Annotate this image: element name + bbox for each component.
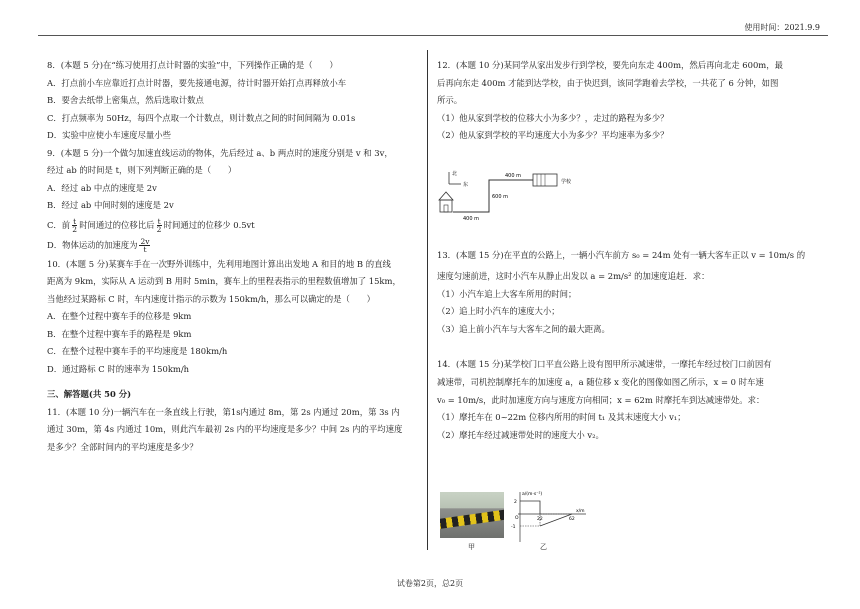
q8-option-c: C．打点频率为 50Hz，每四个点取一个计数点，则计数点之间的时间间隔为 0.01s	[47, 112, 356, 123]
q12-sub2: （2）他从家到学校的平均速度大小为多少？平均速率为多少？	[437, 130, 669, 141]
q8-stem: 8．(本题 5 分)在“练习使用打点计时器的实验”中，下列操作正确的是（ ）	[47, 60, 338, 70]
q12-line2: 后再向东走 400m 才能到达学校，由于快迟到，该同学跑着去学校，一共花了 6 分钟，如图	[437, 77, 779, 88]
q10-option-d: D．通过路标 C 时的速率为 150km/h	[47, 363, 190, 374]
q9-stem-line2: 经过 ab 的时间是 t，则下列判断正确的是（ ）	[47, 165, 237, 176]
q10-option-b: B．在整个过程中赛车手的路程是 9km	[47, 328, 192, 339]
q13-line2: 速度匀速前进，这时小汽车从静止出发以 a = 2m/s² 的加速度追赶．求：	[437, 271, 710, 282]
accel-segment-2	[540, 514, 572, 526]
usage-date: 使用时间：2021.9.9	[744, 23, 820, 32]
q12-line1: 12．(本题 10 分)某同学从家出发步行到学校，要先向东走 400m，然后再向北走 600m，最	[437, 60, 783, 70]
origin-label: O	[515, 516, 519, 521]
segment-400-east-2: 400 m	[505, 173, 522, 179]
q10-line2: 距离为 9km，实际从 A 运动到 B 用时 5min，赛车上的里程表指示的里程数值增加了 15km，	[47, 276, 401, 287]
q9-option-d	[47, 238, 417, 254]
q9-option-a: A．经过 ab 中点的速度是 2v	[47, 182, 157, 193]
speed-bump-stripes	[440, 508, 504, 529]
right-column-lower	[437, 250, 822, 447]
q9-c-prefix: C．前	[47, 220, 71, 231]
q10-option-a: A．在整个过程中赛车手的位移是 9km	[47, 311, 192, 322]
speed-bump-photo	[440, 492, 504, 538]
east-label: 东	[463, 182, 469, 188]
q13-sub3: （3）追上前小汽车与大客车之间的最大距离。	[437, 323, 610, 334]
route-figure	[437, 168, 587, 228]
segment-600-north: 600 m	[492, 194, 509, 200]
q9-d-frac-num: 2v	[140, 236, 150, 246]
q9-c-fraction2	[157, 218, 162, 234]
q9-stem-line1: 9．(本题 5 分)一个做匀加速直线运动的物体，先后经过 a、b 两点时的速度分别是 v 和 3v，	[47, 147, 393, 158]
right-column	[437, 60, 822, 148]
q9-c-frac1-den: 2	[72, 225, 78, 235]
north-label: 北	[452, 171, 458, 177]
q14-line3: v₀ = 10m/s，此时加速度方向与速度方向相同；x = 62m 时摩托车到达减速带处。求：	[437, 394, 765, 405]
q10-line1: 10．(本题 5 分)某赛车手在一次野外训练中，先利用地图计算出出发地 A 和目的地 B 的直线	[47, 258, 391, 269]
q9-option-c	[47, 218, 417, 234]
y-tick-2: 2	[514, 500, 517, 505]
q9-c-frac2-den: 2	[156, 225, 162, 235]
q14-sub1: （1）摩托车在 0~22m 位移内所用的时间 t₁ 及其末速度大小 v₁；	[437, 412, 686, 423]
page-footer: 试卷第2页，总2页	[396, 579, 464, 588]
q14-sub2: （2）摩托车经过减速带处时的速度大小 v₂。	[437, 429, 604, 440]
q13-line1: 13．(本题 15 分)在平直的公路上，一辆小汽车前方 s₀ = 24m 处有一辆大客车正以 v = 10m/s 的	[437, 250, 806, 260]
q10-option-c: C．在整个过程中赛车手的平均速度是 180km/h	[47, 346, 228, 357]
y-tick-neg1: -1	[511, 525, 516, 530]
y-axis-label: a/(m·s⁻²)	[522, 492, 543, 497]
q13-sub1: （1）小汽车追上大客车所用的时间；	[437, 288, 577, 299]
q9-c-frac1-num: t	[73, 216, 77, 226]
x-axis-label: x/m	[576, 509, 585, 514]
q14-line2: 减速带，司机控制摩托车的加速度 a，a 随位移 x 变化的图像如图乙所示，x = 0 时车速	[437, 377, 764, 387]
q8-option-d: D．实验中应使小车速度尽量小些	[47, 130, 171, 141]
section-heading: 三、解答题(共 50 分)	[47, 389, 132, 400]
figure-yi-label: 乙	[540, 543, 547, 551]
q11-line1: 11．(本题 10 分)一辆汽车在一条直线上行驶，第1s内通过 8m，第 2s 内通过 20m，第 3s 内	[47, 406, 400, 417]
q9-d-fraction	[139, 238, 150, 254]
q9-c-suffix: 时间通过的位移少 0.5vt	[163, 220, 255, 231]
column-divider	[427, 50, 428, 550]
q9-d-prefix: D．物体运动的加速度为	[47, 240, 138, 251]
q13-sub2: （2）追上时小汽车的速度大小；	[437, 306, 560, 317]
q9-c-middle: 时间通过的位移比后	[79, 220, 155, 231]
accel-segment-1	[520, 501, 540, 514]
spacer	[437, 341, 822, 359]
q12-line3: 所示。	[437, 95, 463, 106]
x-tick-22: 22	[537, 517, 543, 522]
house-icon	[439, 192, 453, 212]
school-icon	[533, 174, 557, 186]
q14-line1: 14．(本题 15 分)某学校门口平直公路上设有图甲所示减速带，一摩托车经过校门口前因有	[437, 359, 772, 370]
q11-line3: 是多少？全部时间内的平均速度是多少？	[47, 441, 198, 452]
q12-sub1: （1）他从家到学校的位移大小为多少？，走过的路程为多少？	[437, 112, 669, 123]
segment-400-east-1: 400 m	[463, 216, 480, 222]
x-tick-62: 62	[569, 517, 575, 522]
figure-jia-label: 甲	[468, 543, 475, 551]
q10-line3: 当他经过某路标 C 时，车内速度计指示的示数为 150km/h，那么可以确定的是（ ）	[47, 293, 375, 304]
q9-d-frac-den: t	[143, 245, 147, 255]
q8-option-a: A．打点前小车应靠近打点计时器，要先接通电源，待计时器开始打点再释放小车	[47, 77, 347, 88]
acceleration-graph	[510, 488, 590, 546]
left-column	[47, 60, 417, 459]
school-label: 学校	[561, 179, 572, 185]
q8-option-b: B．要舍去纸带上密集点，然后选取计数点	[47, 95, 204, 106]
q11-line2: 通过 30m，第 4s 内通过 10m，则此汽车最初 2s 内的平均速度是多少？中间 2s 内的平均速度	[47, 424, 403, 435]
q9-c-fraction1	[72, 218, 77, 234]
q9-option-b: B．经过 ab 中间时刻的速度是 2v	[47, 200, 174, 211]
header-line	[38, 35, 828, 36]
q9-c-frac2-num: t	[157, 216, 161, 226]
